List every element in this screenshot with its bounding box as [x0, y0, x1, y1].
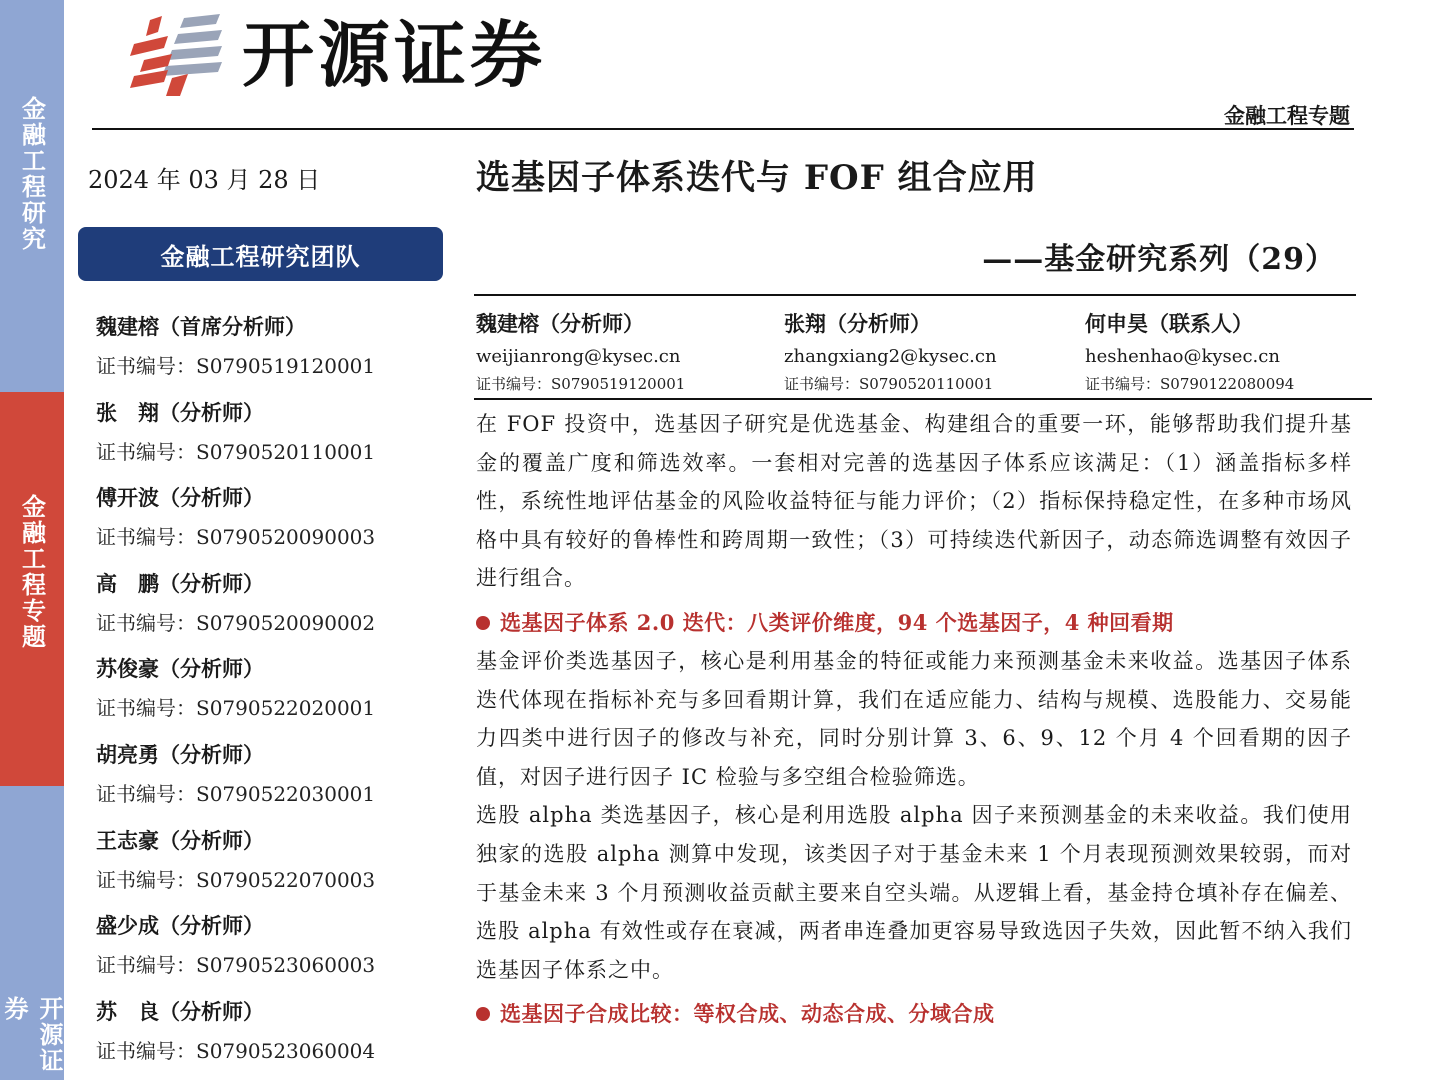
- author-email[interactable]: heshenhao@kysec.cn: [1085, 346, 1280, 367]
- team-member: [96, 650, 456, 736]
- report-body: [476, 405, 1352, 1033]
- side-strip-segment-brand: [0, 786, 64, 1080]
- side-strip-label: 开源证券: [0, 996, 64, 1074]
- member-name: 王志豪（分析师）: [96, 827, 264, 853]
- author-block: [476, 306, 685, 396]
- member-cert: 证书编号：S0790522030001: [96, 781, 376, 806]
- author-cert: 证书编号：S0790520110001: [784, 375, 994, 393]
- member-name: 苏 良（分析师）: [96, 998, 264, 1024]
- member-name: 苏俊豪（分析师）: [96, 656, 264, 682]
- member-name: 胡亮勇（分析师）: [96, 741, 264, 767]
- member-cert: 证书编号：S0790522020001: [96, 696, 376, 721]
- team-member: [96, 822, 456, 908]
- body-paragraph: 基金评价类选基因子，核心是利用基金的特征或能力来预测基金未来收益。选基因子体系迭代体现在指标补充与多回看期计算，我们在适应能力、结构与规模、选股能力、交易能力四类中进行因子的修改与补充，同时分别计算 3、6、9、12 个月 4 个回看期的因子值，对因子进行因子 IC 检验与多空组合检验筛选。: [476, 648, 1352, 789]
- authors-top-divider: [474, 294, 1356, 296]
- bullet-dot-icon: [476, 616, 490, 630]
- body-paragraph: 选股 alpha 类选基因子，核心是利用选股 alpha 因子来预测基金的未来收益。我们使用独家的选股 alpha 测算中发现，该类因子对于基金未来 1 个月表现预测效果较弱，而对于基金未来 3 个月预测收益贡献主要来自空头端。从逻辑上看，基金持仓填补存在偏差、选股 alpha 有效性或存在衰减，两者串连叠加更容易导致选因子失效，因此暂不纳入我们选基因子体系之中。: [476, 803, 1352, 982]
- author-name: 张翔（分析师）: [784, 311, 931, 336]
- member-name: 张 翔（分析师）: [96, 399, 264, 425]
- team-member: [96, 308, 456, 394]
- author-email[interactable]: weijianrong@kysec.cn: [476, 346, 681, 367]
- report-title: 选基因子体系迭代与 FOF 组合应用: [476, 158, 1038, 198]
- team-member: [96, 907, 456, 993]
- member-name: 盛少成（分析师）: [96, 913, 264, 939]
- section-heading: 选基因子合成比较：等权合成、动态合成、分域合成: [500, 1001, 995, 1027]
- member-cert: 证书编号：S0790522070003: [96, 867, 376, 892]
- team-list: [96, 308, 456, 1078]
- member-cert: 证书编号：S0790523060004: [96, 1038, 376, 1063]
- team-title: 金融工程研究团队: [160, 241, 361, 271]
- author-cert: 证书编号：S0790122080094: [1085, 375, 1295, 393]
- report-subtitle: ——基金研究系列（29）: [982, 242, 1336, 277]
- side-strip-segment-topic: [0, 392, 64, 786]
- team-member: [96, 736, 456, 822]
- member-cert: 证书编号：S0790520110001: [96, 439, 376, 464]
- team-member: [96, 993, 456, 1079]
- section-bullet: [476, 604, 1352, 642]
- bullet-dot-icon: [476, 1007, 490, 1021]
- team-title-badge: [78, 227, 443, 281]
- author-block: [1085, 306, 1294, 396]
- side-strip-label: 金融工程研究: [17, 96, 47, 252]
- brand-logo: [128, 14, 546, 96]
- report-date: 2024 年 03 月 28 日: [88, 166, 321, 194]
- member-cert: 证书编号：S0790519120001: [96, 354, 376, 378]
- side-strip: [0, 0, 64, 1080]
- member-cert: 证书编号：S0790520090003: [96, 525, 376, 550]
- section-bullet: [476, 995, 1352, 1033]
- report-category: 金融工程专题: [1224, 103, 1350, 128]
- author-block: [784, 306, 997, 396]
- member-name: 魏建榕（首席分析师）: [96, 314, 306, 339]
- author-cert: 证书编号：S0790519120001: [476, 375, 686, 393]
- team-member: [96, 565, 456, 651]
- author-name: 魏建榕（分析师）: [476, 311, 644, 336]
- brand-logo-mark-icon: [128, 14, 226, 96]
- intro-paragraph: 在 FOF 投资中，选基因子研究是优选基金、构建组合的重要一环，能够帮助我们提升基金的覆盖广度和筛选效率。一套相对完善的选基因子体系应该满足：（1）涵盖指标多样性，系统性地评估基金的风险收益特征与能力评价；（2）指标保持稳定性，在多种市场风格中具有较好的鲁棒性和跨周期一致性；（3）可持续迭代新因子，动态筛选调整有效因子进行组合。: [476, 412, 1352, 591]
- section-heading: 选基因子体系 2.0 迭代：八类评价维度，94 个选基因子，4 种回看期: [500, 609, 1174, 635]
- side-strip-segment-research: [0, 0, 64, 392]
- brand-name: 开源证券: [242, 13, 547, 97]
- member-name: 傅开波（分析师）: [96, 485, 264, 511]
- authors-bottom-divider: [474, 398, 1372, 400]
- header-divider: [92, 128, 1354, 130]
- side-strip-label: 金融工程专题: [17, 494, 47, 650]
- author-name: 何申昊（联系人）: [1085, 311, 1253, 336]
- member-cert: 证书编号：S0790520090002: [96, 610, 376, 635]
- member-name: 高 鹏（分析师）: [96, 570, 264, 596]
- member-cert: 证书编号：S0790523060003: [96, 953, 376, 978]
- team-member: [96, 479, 456, 565]
- team-member: [96, 394, 456, 480]
- author-email[interactable]: zhangxiang2@kysec.cn: [784, 346, 997, 367]
